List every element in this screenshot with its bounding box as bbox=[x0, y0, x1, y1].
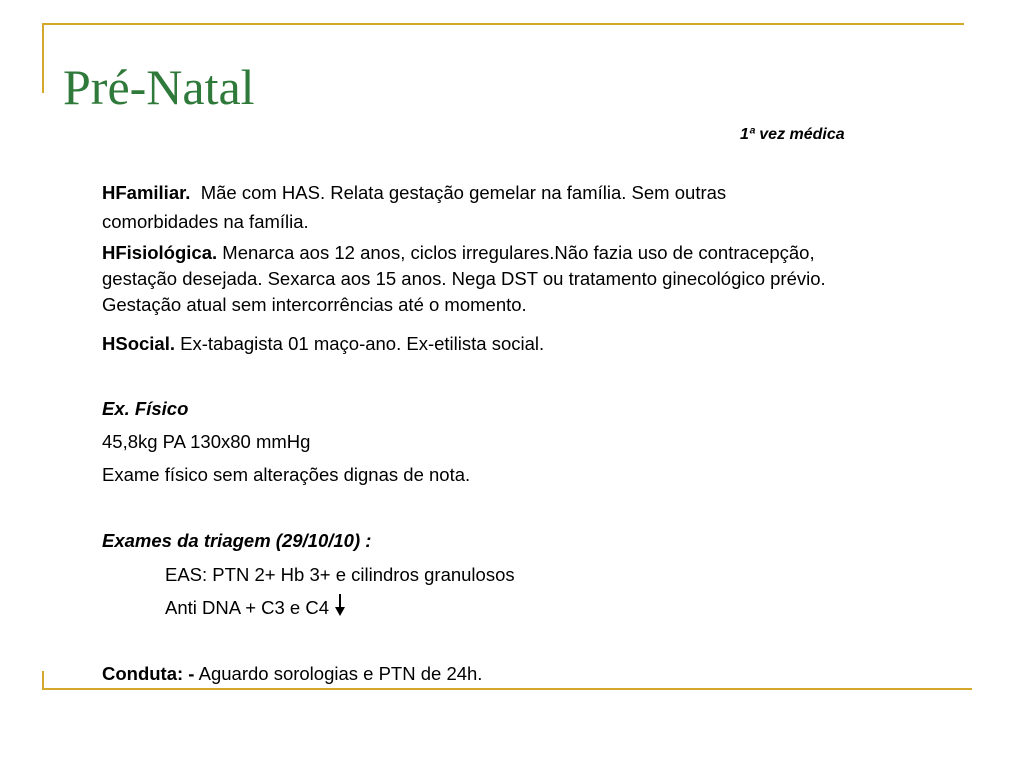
exames-anti-dna-text: Anti DNA + C3 e C4 bbox=[165, 597, 330, 618]
hfisiologica-line1: Menarca aos 12 anos, ciclos irregulares.Não fazia uso de contracepção, bbox=[222, 242, 815, 263]
bottom-left-gold-tick bbox=[42, 671, 44, 690]
top-gold-rule bbox=[42, 23, 964, 25]
hsocial-label: HSocial. bbox=[102, 333, 175, 354]
bottom-gold-rule bbox=[42, 688, 972, 690]
slide-subtitle: 1ª vez médica bbox=[740, 126, 845, 143]
slide-title: Pré-Natal bbox=[63, 59, 255, 115]
hfamiliar-line2: comorbidades na família. bbox=[102, 211, 309, 232]
exames-eas: EAS: PTN 2+ Hb 3+ e cilindros granulosos bbox=[165, 564, 515, 585]
hsocial-section bbox=[102, 329, 997, 358]
hfisiologica-line2: gestação desejada. Sexarca aos 15 anos. Nega DST ou tratamento ginecológico prévio. bbox=[102, 268, 826, 289]
hfamiliar-line1: Mãe com HAS. Relata gestação gemelar na família. Sem outras bbox=[200, 182, 727, 203]
hsocial-text: Ex-tabagista 01 maço-ano. Ex-etilista social. bbox=[180, 333, 545, 354]
left-gold-rule bbox=[42, 23, 44, 93]
exame-fisico-heading: Ex. Físico bbox=[102, 398, 189, 419]
down-arrow-icon bbox=[335, 594, 345, 624]
conduta-section bbox=[102, 659, 997, 688]
hfisiologica-section bbox=[102, 240, 997, 318]
exames-anti-dna bbox=[102, 593, 1024, 624]
hfisiologica-line3: Gestação atual sem intercorrências até o momento. bbox=[102, 294, 527, 315]
exame-fisico-summary: Exame físico sem alterações dignas de nota. bbox=[102, 464, 471, 485]
exames-triagem-heading: Exames da triagem (29/10/10) : bbox=[102, 530, 372, 551]
conduta-text: Aguardo sorologias e PTN de 24h. bbox=[198, 663, 483, 684]
hfisiologica-label: HFisiológica. bbox=[102, 242, 218, 263]
hfamiliar-label: HFamiliar. bbox=[102, 182, 191, 203]
hfamiliar-section bbox=[102, 178, 997, 236]
exame-fisico-vitals: 45,8kg PA 130x80 mmHg bbox=[102, 431, 311, 452]
conduta-label: Conduta: - bbox=[102, 663, 195, 684]
